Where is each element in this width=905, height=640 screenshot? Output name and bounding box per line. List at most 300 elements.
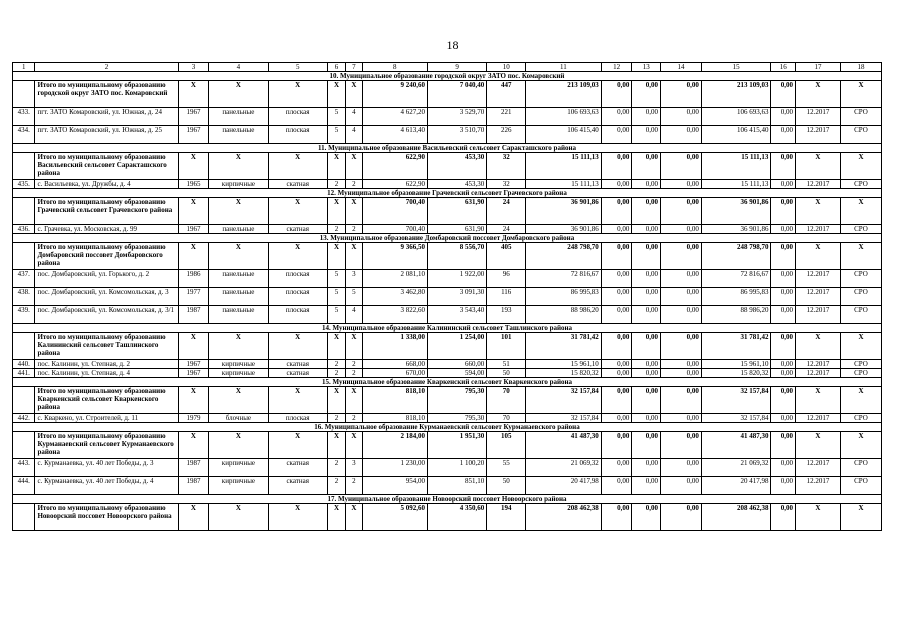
table-cell: с. Курманаевка, ул. 40 лет Победы, д. 3 [35,459,178,477]
table-cell: 70 [487,387,526,414]
table-cell: 0,00 [632,414,661,423]
table-cell: 24 [487,198,526,225]
table-cell: X [346,432,362,459]
table-cell: X [209,243,268,270]
table-cell: X [795,333,840,360]
table-cell: X [795,243,840,270]
section-title: 12. Муниципальное образование Грачевский сельсовет Грачевского района [13,189,882,198]
column-number-4: 4 [209,63,268,72]
table-cell: 0,00 [771,477,796,495]
table-cell: 0,00 [632,306,661,324]
table-cell: 0,00 [632,477,661,495]
table-cell: 20 417,98 [526,477,602,495]
table-cell: 32 157,84 [526,387,602,414]
table-cell: 0,00 [771,414,796,423]
table-cell: 12.2017 [795,414,840,423]
table-cell: 101 [487,333,526,360]
table-cell: 1977 [178,288,209,306]
table-cell: 437. [13,270,35,288]
table-cell: 2 [346,180,362,189]
table-cell: 0,00 [771,504,796,531]
table-cell: СРО [840,477,881,495]
table-cell: X [178,243,209,270]
table-cell: X [840,81,881,108]
table-cell: 795,30 [427,387,486,414]
column-number-18: 18 [840,63,881,72]
table-cell: X [178,333,209,360]
table-cell: 444. [13,477,35,495]
table-cell: X [178,387,209,414]
table-cell: 15 111,13 [526,153,602,180]
table-cell: СРО [840,288,881,306]
table-cell: 193 [487,306,526,324]
table-cell: панельные [209,126,268,144]
table-row [13,414,882,423]
table-cell: 0,00 [771,270,796,288]
table-cell: 2 [346,369,362,378]
table-cell: 0,00 [632,198,661,225]
table-cell: 0,00 [601,108,632,126]
table-cell: X [795,387,840,414]
table-cell: X [268,198,327,225]
table-cell: 36 901,86 [701,225,771,234]
table-cell: 622,90 [362,180,427,189]
table-cell: X [346,504,362,531]
table-cell: 0,00 [632,333,661,360]
table-cell: 4 [346,126,362,144]
table-cell: 0,00 [632,288,661,306]
table-cell: 440. [13,360,35,369]
table-cell: 24 [487,225,526,234]
table-cell: X [795,198,840,225]
table-cell: 12.2017 [795,459,840,477]
table-cell: плоская [268,306,327,324]
table-cell: X [209,153,268,180]
table-cell: X [795,432,840,459]
table-cell: X [840,504,881,531]
table-cell: 32 157,84 [701,387,771,414]
table-cell: панельные [209,306,268,324]
table-cell: 15 820,32 [526,369,602,378]
table-cell: 3 510,70 [427,126,486,144]
section-header-row [13,72,882,81]
table-cell: пос. Домбаровский, ул. Комсомольская, д. 3/1 [35,306,178,324]
table-cell: 1986 [178,270,209,288]
table-cell: 441. [13,369,35,378]
table-cell: 631,90 [427,225,486,234]
table-cell: 20 417,98 [701,477,771,495]
section-title: 17. Муниципальное образование Новоорский поссовет Новоорского района [13,495,882,504]
table-cell: 0,00 [601,270,632,288]
column-number-row [13,63,882,72]
section-title: 13. Муниципальное образование Домбаровский поссовет Домбаровского района [13,234,882,243]
table-cell: X [327,432,345,459]
table-cell: X [346,81,362,108]
table-cell: СРО [840,459,881,477]
section-header-row [13,378,882,387]
table-cell: X [178,432,209,459]
table-cell: 0,00 [601,360,632,369]
table-cell: 21 069,32 [526,459,602,477]
table-cell [13,504,35,531]
table-cell: 36 901,86 [701,198,771,225]
table-cell: 0,00 [601,126,632,144]
table-cell: скатная [268,369,327,378]
table-cell: 41 487,30 [701,432,771,459]
table-cell: 0,00 [632,369,661,378]
table-cell: 5 [327,288,345,306]
table-cell: 0,00 [771,333,796,360]
table-cell: 3 091,30 [427,288,486,306]
table-cell: 15 111,13 [701,180,771,189]
table-cell: 0,00 [601,432,632,459]
table-cell: 88 986,20 [526,306,602,324]
table-cell: 0,00 [661,504,702,531]
table-row [13,225,882,234]
table-cell: скатная [268,477,327,495]
table-cell: 0,00 [601,414,632,423]
table-cell: 21 069,32 [701,459,771,477]
table-cell: 0,00 [661,387,702,414]
table-cell: 0,00 [771,108,796,126]
table-cell: кирпичные [209,459,268,477]
table-cell: 0,00 [601,333,632,360]
table-cell: 0,00 [632,270,661,288]
table-cell: 12.2017 [795,270,840,288]
table-cell: 88 986,20 [701,306,771,324]
table-cell: 0,00 [661,243,702,270]
table-cell: 0,00 [661,108,702,126]
table-cell: 106 693,63 [701,108,771,126]
table-cell: 0,00 [601,459,632,477]
table-cell: X [327,504,345,531]
table-row [13,306,882,324]
table-cell: 15 820,32 [701,369,771,378]
table-cell: 208 462,38 [526,504,602,531]
table-cell: 116 [487,288,526,306]
table-cell: 86 995,83 [526,288,602,306]
table-cell: СРО [840,270,881,288]
table-cell: 443. [13,459,35,477]
column-number-9: 9 [427,63,486,72]
table-cell: 12.2017 [795,477,840,495]
table-cell: 0,00 [771,432,796,459]
table-row [13,459,882,477]
table-cell: 0,00 [661,81,702,108]
table-cell: X [178,153,209,180]
table-cell: 0,00 [632,243,661,270]
table-cell: 1987 [178,459,209,477]
table-cell: 12.2017 [795,306,840,324]
table-cell: X [209,333,268,360]
table-cell: 2 [346,225,362,234]
table-cell: X [268,81,327,108]
table-cell: плоская [268,108,327,126]
table-cell: 0,00 [601,180,632,189]
table-cell: СРО [840,306,881,324]
table-cell: пос. Домбаровский, ул. Комсомольская, д. 3 [35,288,178,306]
table-cell: 0,00 [632,153,661,180]
table-cell: 15 961,10 [701,360,771,369]
column-number-6: 6 [327,63,345,72]
table-cell: 0,00 [771,288,796,306]
section-header-row [13,189,882,198]
table-cell: 2 [346,477,362,495]
table-cell: 3 822,60 [362,306,427,324]
table-cell: 0,00 [661,153,702,180]
table-cell: кирпичные [209,369,268,378]
table-cell: 0,00 [661,432,702,459]
table-cell: 12.2017 [795,288,840,306]
table-cell: X [840,432,881,459]
table-cell: 1967 [178,369,209,378]
table-cell: 4 627,20 [362,108,427,126]
table-cell: 0,00 [771,198,796,225]
table-cell: 1 100,20 [427,459,486,477]
table-cell: 8 556,70 [427,243,486,270]
table-row [13,108,882,126]
table-cell: 1 254,00 [427,333,486,360]
table-row [13,270,882,288]
table-cell: 1967 [178,108,209,126]
table-cell: 2 [346,414,362,423]
table-cell: X [795,153,840,180]
table-cell: 2 [327,477,345,495]
table-cell: 248 798,70 [701,243,771,270]
table-cell: 0,00 [632,504,661,531]
table-cell: 1967 [178,225,209,234]
table-cell: 3 529,70 [427,108,486,126]
table-cell: СРО [840,369,881,378]
section-title: 11. Муниципальное образование Васильевский сельсовет Саракташского района [13,144,882,153]
table-cell: 0,00 [771,153,796,180]
table-cell: плоская [268,270,327,288]
table-cell: 818,10 [362,414,427,423]
section-title: 14. Муниципальное образование Калининский сельсовет Ташлинского района [13,324,882,333]
table-cell: блочные [209,414,268,423]
table-cell: 668,00 [362,360,427,369]
table-cell: панельные [209,270,268,288]
table-cell: 1967 [178,126,209,144]
table-cell: 1979 [178,414,209,423]
table-cell: 0,00 [661,369,702,378]
table-cell: 106 415,40 [526,126,602,144]
table-row [13,288,882,306]
table-cell: X [346,243,362,270]
total-row [13,243,882,270]
table-cell: X [209,432,268,459]
table-cell: 1965 [178,180,209,189]
table-cell: X [178,81,209,108]
table-cell: 50 [487,369,526,378]
table-cell: 86 995,83 [701,288,771,306]
table-cell: 3 462,80 [362,288,427,306]
table-cell: 12.2017 [795,360,840,369]
table-cell: X [209,504,268,531]
table-cell: Итого по муниципальному образованию Грачевский сельсовет Грачевского района [35,198,178,225]
table-cell: плоская [268,414,327,423]
table-cell: скатная [268,180,327,189]
table-cell: панельные [209,288,268,306]
column-number-2: 2 [35,63,178,72]
table-cell: X [795,504,840,531]
table-cell: 32 157,84 [526,414,602,423]
table-cell: 851,10 [427,477,486,495]
table-cell: X [209,387,268,414]
total-row [13,198,882,225]
table-cell: 436. [13,225,35,234]
table-cell: 208 462,38 [701,504,771,531]
table-cell [13,243,35,270]
table-cell: 32 157,84 [701,414,771,423]
table-cell: 447 [487,81,526,108]
table-cell: 5 092,60 [362,504,427,531]
table-cell: X [268,432,327,459]
table-cell: 9 366,50 [362,243,427,270]
table-cell: 0,00 [661,414,702,423]
table-cell: 2 [327,369,345,378]
table-cell: 72 816,67 [526,270,602,288]
table-cell: плоская [268,126,327,144]
table-cell: X [327,387,345,414]
table-cell [13,198,35,225]
table-cell: 0,00 [661,126,702,144]
table-cell: 594,00 [427,369,486,378]
table-cell: пгт. ЗАТО Комаровский, ул. Южная, д. 25 [35,126,178,144]
page-number: 18 [446,38,459,52]
table-cell: 0,00 [632,108,661,126]
table-cell: X [346,387,362,414]
table-cell: X [327,81,345,108]
table-cell: скатная [268,459,327,477]
table-cell: X [346,198,362,225]
table-body [13,63,882,531]
table-cell: X [268,387,327,414]
table-cell: 2 184,00 [362,432,427,459]
table-cell: 31 781,42 [526,333,602,360]
column-number-8: 8 [362,63,427,72]
table-cell: пос. Калинин, ул. Степная, д. 2 [35,360,178,369]
table-cell: X [327,198,345,225]
table-cell: кирпичные [209,477,268,495]
section-header-row [13,495,882,504]
column-number-10: 10 [487,63,526,72]
table-cell: 226 [487,126,526,144]
table-cell: 433. [13,108,35,126]
column-number-16: 16 [771,63,796,72]
table-cell: 442. [13,414,35,423]
total-row [13,153,882,180]
column-number-13: 13 [632,63,661,72]
column-number-1: 1 [13,63,35,72]
column-number-11: 11 [526,63,602,72]
table-cell: 15 961,10 [526,360,602,369]
table-cell: 0,00 [632,81,661,108]
table-cell: 12.2017 [795,225,840,234]
table-cell: кирпичные [209,360,268,369]
table-cell: 670,00 [362,369,427,378]
table-cell: 70 [487,414,526,423]
table-cell: с. Кваркено, ул. Строителей, д. 11 [35,414,178,423]
table-cell: 5 [327,108,345,126]
table-cell: панельные [209,225,268,234]
table-cell: 36 901,86 [526,225,602,234]
table-cell: 3 [346,459,362,477]
table-cell: 0,00 [771,306,796,324]
table-cell: 0,00 [661,288,702,306]
table-cell: 36 901,86 [526,198,602,225]
table-cell: 438. [13,288,35,306]
table-cell: 0,00 [601,288,632,306]
table-cell: 0,00 [661,360,702,369]
table-cell: 795,30 [427,414,486,423]
table-cell: X [178,504,209,531]
table-cell: 0,00 [632,126,661,144]
table-cell: Итого по муниципальному образованию городской округ ЗАТО пос. Комаровский [35,81,178,108]
table-cell [13,432,35,459]
table-cell: 0,00 [771,243,796,270]
table-cell: 0,00 [771,180,796,189]
table-cell: 0,00 [632,459,661,477]
table-cell: 0,00 [661,225,702,234]
table-cell: 12.2017 [795,369,840,378]
table-cell: 0,00 [771,369,796,378]
table-cell: 0,00 [632,387,661,414]
table-cell [13,153,35,180]
table-cell: X [178,198,209,225]
table-cell: 0,00 [771,387,796,414]
section-header-row [13,234,882,243]
table-cell: 622,90 [362,153,427,180]
table-cell: X [840,198,881,225]
table-cell: 0,00 [661,333,702,360]
table-cell: 0,00 [632,180,661,189]
table-cell: 32 [487,153,526,180]
table-cell: 4 [346,108,362,126]
table-cell: пос. Калинин, ул. Степная, д. 4 [35,369,178,378]
table-cell: СРО [840,180,881,189]
table-cell: 0,00 [661,180,702,189]
table-cell: X [268,153,327,180]
table-cell: 5 [327,126,345,144]
table-cell: 0,00 [601,369,632,378]
column-number-7: 7 [346,63,362,72]
table-cell: 2 [327,360,345,369]
section-header-row [13,144,882,153]
table-cell: СРО [840,414,881,423]
column-number-5: 5 [268,63,327,72]
table-cell: X [268,504,327,531]
section-header-row [13,324,882,333]
total-row [13,81,882,108]
table-cell: Итого по муниципальному образованию Курманаевский сельсовет Курманаевского района [35,432,178,459]
table-cell: 0,00 [601,225,632,234]
table-cell: 631,90 [427,198,486,225]
column-number-17: 17 [795,63,840,72]
table-cell: 0,00 [601,306,632,324]
table-cell: 12.2017 [795,180,840,189]
section-title: 10. Муниципальное образование городской округ ЗАТО пос. Комаровский [13,72,882,81]
table-cell: 12.2017 [795,108,840,126]
table-cell: 954,00 [362,477,427,495]
table-cell: 0,00 [661,459,702,477]
table-cell: X [840,243,881,270]
table-cell: 4 613,40 [362,126,427,144]
table-cell: 0,00 [601,387,632,414]
table-cell: 4 [346,306,362,324]
table-cell: 453,30 [427,180,486,189]
table-cell: 0,00 [601,504,632,531]
